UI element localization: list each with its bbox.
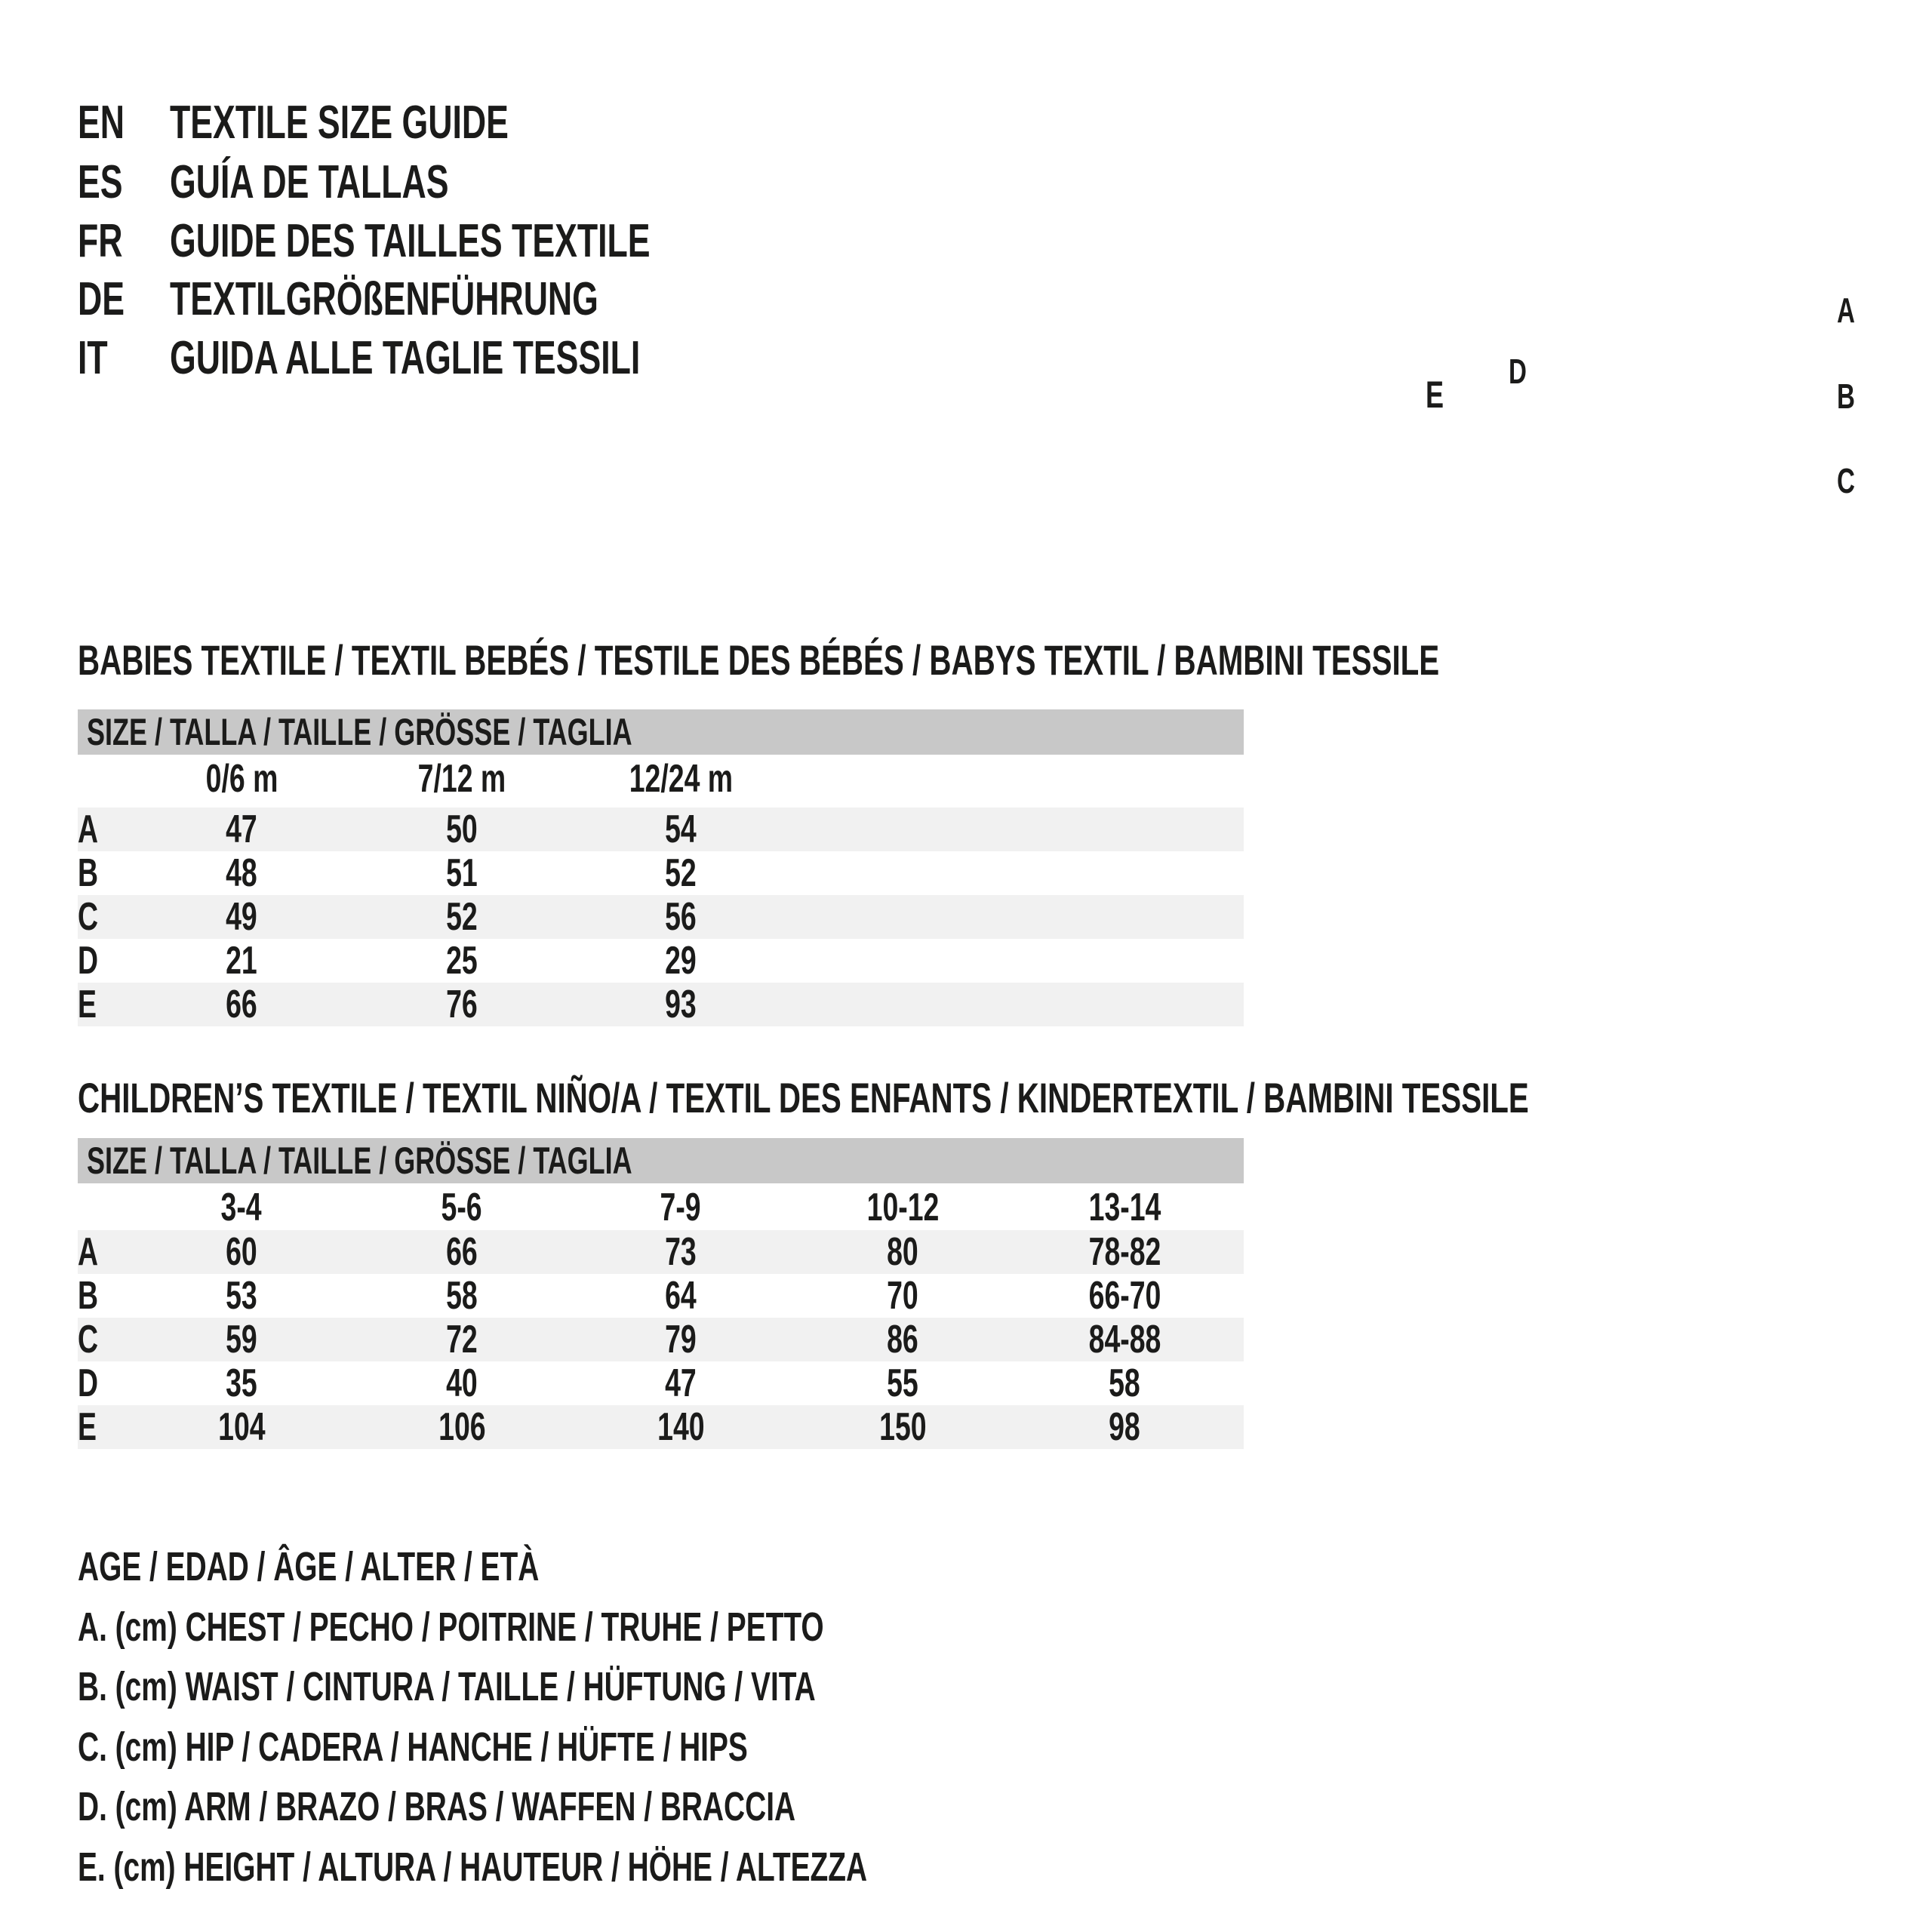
table-cell: 73	[665, 1230, 697, 1274]
table-cell: 47	[665, 1361, 697, 1405]
table-cell: 150	[878, 1405, 927, 1449]
table-cell: 84-88	[1088, 1318, 1161, 1361]
babies-row-label: A	[78, 808, 99, 851]
lang-title-it: GUIDA ALLE TAGLIE TESSILI	[170, 332, 641, 384]
table-cell: 47	[226, 808, 257, 851]
children-col-header: 7-9	[660, 1186, 702, 1229]
table-cell: 59	[226, 1318, 257, 1361]
babies-row-label: C	[78, 895, 99, 939]
table-cell: 48	[226, 851, 257, 895]
lang-code-en: EN	[78, 97, 125, 149]
table-cell: 29	[665, 939, 697, 983]
table-cell: 56	[665, 895, 697, 939]
babies-row-label: E	[78, 983, 97, 1026]
table-cell: 66	[446, 1230, 478, 1274]
table-cell: 54	[665, 808, 697, 851]
legend-line-chest: A. (cm) CHEST / PECHO / POITRINE / TRUHE / PETTO	[78, 1604, 824, 1650]
table-cell: 40	[446, 1361, 478, 1405]
table-cell: 140	[657, 1405, 705, 1449]
table-cell: 55	[887, 1361, 918, 1405]
children-col-header: 3-4	[220, 1186, 263, 1229]
table-cell: 104	[217, 1405, 266, 1449]
babies-col-header: 7/12 m	[417, 757, 506, 801]
children-row-label: B	[78, 1274, 99, 1318]
table-cell: 25	[446, 939, 478, 983]
table-cell: 52	[446, 895, 478, 939]
table-cell: 70	[887, 1274, 918, 1318]
table-cell: 98	[1109, 1405, 1140, 1449]
lang-title-fr: GUIDE DES TAILLES TEXTILE	[170, 215, 651, 267]
table-cell: 35	[226, 1361, 257, 1405]
table-cell: 52	[665, 851, 697, 895]
legend-line-height: E. (cm) HEIGHT / ALTURA / HAUTEUR / HÖHE / ALTEZZA	[78, 1844, 868, 1890]
children-col-header: 10-12	[866, 1186, 939, 1229]
table-cell: 86	[887, 1318, 918, 1361]
table-cell: 93	[665, 983, 697, 1026]
children-heading: CHILDREN’S TEXTILE / TEXTIL NIÑO/A / TEXTIL DES ENFANTS / KINDERTEXTIL / BAMBINI TESSILE	[78, 1074, 1529, 1121]
lang-code-es: ES	[78, 156, 123, 208]
table-cell: 66-70	[1088, 1274, 1161, 1318]
table-cell: 21	[226, 939, 257, 983]
lang-title-es: GUÍA DE TALLAS	[170, 156, 449, 208]
figure-label-e: E	[1426, 374, 1444, 416]
table-cell: 78-82	[1088, 1230, 1161, 1274]
table-cell: 106	[438, 1405, 486, 1449]
table-cell: 49	[226, 895, 257, 939]
figure-label-b: B	[1837, 377, 1855, 416]
legend-line-arm: D. (cm) ARM / BRAZO / BRAS / WAFFEN / BRACCIA	[78, 1784, 796, 1829]
table-cell: 53	[226, 1274, 257, 1318]
babies-col-header: 0/6 m	[205, 757, 278, 801]
table-cell: 79	[665, 1318, 697, 1361]
table-cell: 66	[226, 983, 257, 1026]
babies-row-label: B	[78, 851, 99, 895]
table-cell: 64	[665, 1274, 697, 1318]
table-cell: 58	[446, 1274, 478, 1318]
children-row-label: A	[78, 1230, 99, 1274]
lang-code-fr: FR	[78, 215, 123, 267]
babies-row-label: D	[78, 939, 99, 983]
table-cell: 50	[446, 808, 478, 851]
children-row-label: D	[78, 1361, 99, 1405]
legend-line-age: AGE / EDAD / ÂGE / ALTER / ETÀ	[78, 1544, 540, 1589]
babies-size-header-band: SIZE / TALLA / TAILLE / GRÖSSE / TAGLIA	[78, 709, 1244, 755]
lang-code-de: DE	[78, 273, 125, 325]
children-row-label: E	[78, 1405, 97, 1449]
table-cell: 80	[887, 1230, 918, 1274]
table-cell: 72	[446, 1318, 478, 1361]
children-col-header: 5-6	[441, 1186, 483, 1229]
lang-title-de: TEXTILGRÖßENFÜHRUNG	[170, 273, 598, 325]
children-col-header: 13-14	[1088, 1186, 1161, 1229]
babies-heading: BABIES TEXTILE / TEXTIL BEBÉS / TESTILE DES BÉBÉS / BABYS TEXTIL / BAMBINI TESSILE	[78, 636, 1440, 684]
table-cell: 60	[226, 1230, 257, 1274]
children-size-header-band: SIZE / TALLA / TAILLE / GRÖSSE / TAGLIA	[78, 1138, 1244, 1183]
table-cell: 58	[1109, 1361, 1140, 1405]
figure-label-c: C	[1837, 461, 1855, 500]
children-row-label: C	[78, 1318, 99, 1361]
legend-line-waist: B. (cm) WAIST / CINTURA / TAILLE / HÜFTUNG / VITA	[78, 1664, 816, 1709]
legend-line-hip: C. (cm) HIP / CADERA / HANCHE / HÜFTE / HIPS	[78, 1724, 748, 1770]
figure-label-a: A	[1837, 291, 1855, 330]
lang-title-en: TEXTILE SIZE GUIDE	[170, 97, 509, 149]
babies-col-header: 12/24 m	[629, 757, 733, 801]
lang-code-it: IT	[78, 332, 108, 384]
figure-label-d: D	[1509, 352, 1527, 391]
table-cell: 51	[446, 851, 478, 895]
table-cell: 76	[446, 983, 478, 1026]
